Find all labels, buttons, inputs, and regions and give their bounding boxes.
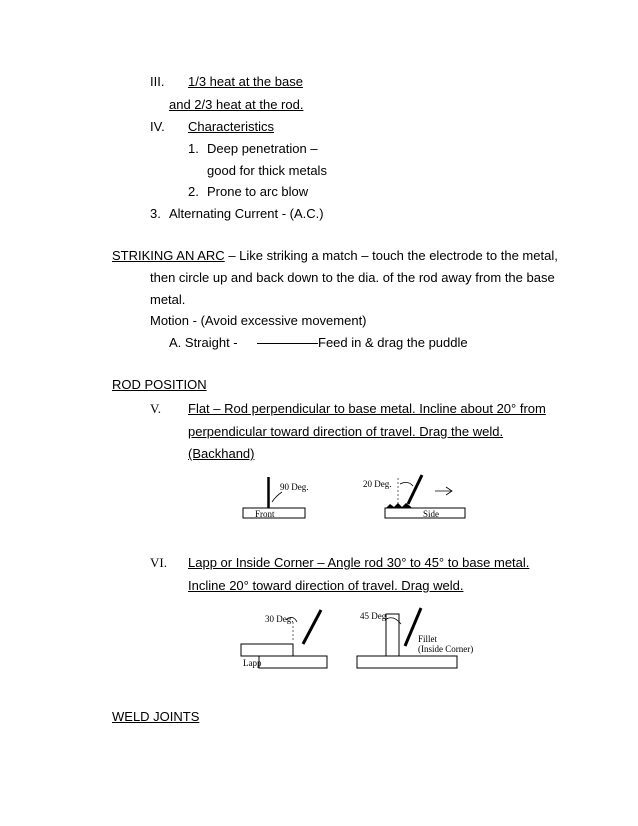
striking-heading: STRIKING AN ARC <box>112 248 225 263</box>
flat-position-diagram <box>230 470 480 522</box>
heat-line-1: 1/3 heat at the base <box>188 74 303 89</box>
heat-numeral: III. <box>150 74 165 89</box>
characteristic-2-number: 2. <box>188 184 199 199</box>
flat-numeral: V. <box>150 401 161 416</box>
lapp-fillet-diagram <box>235 600 485 674</box>
characteristics-numeral: IV. <box>150 119 165 134</box>
side-angle-label: 20 Deg. <box>363 479 392 489</box>
characteristic-1-line-1: Deep penetration – <box>207 141 318 156</box>
characteristic-1-line-2: good for thick metals <box>207 163 327 178</box>
feed-text: Feed in & drag the puddle <box>318 335 468 350</box>
flat-line-1: Flat – Rod perpendicular to base metal. Incline about 20° from <box>188 401 546 416</box>
flat-line-3: (Backhand) <box>188 446 255 461</box>
striking-line-1-rest: – Like striking a match – touch the electrode to the metal, <box>224 248 558 263</box>
fillet-sub-label: (Inside Corner) <box>418 644 474 654</box>
side-label: Side <box>423 509 440 519</box>
fillet-base-plate <box>357 656 457 668</box>
striking-line-2: then circle up and back down to the dia. of the rod away from the base <box>150 270 555 285</box>
ac-text: Alternating Current - (A.C.) <box>169 206 324 221</box>
front-label: Front <box>255 509 275 519</box>
flat-line-2: perpendicular toward direction of travel. Drag the weld. <box>188 424 504 439</box>
side-angle-arc <box>400 482 413 486</box>
front-angle-label: 90 Deg. <box>280 482 309 492</box>
striking-line-1 <box>112 248 558 264</box>
straight-line <box>257 343 318 344</box>
weld-joints-heading: WELD JOINTS <box>112 709 200 724</box>
ac-number: 3. <box>150 206 161 221</box>
lapp-line-2: Incline 20° toward direction of travel. Drag weld. <box>188 578 464 593</box>
lapp-numeral: VI. <box>150 555 167 570</box>
characteristic-2-text: Prone to arc blow <box>207 184 309 199</box>
heat-line-2: and 2/3 heat at the rod. <box>169 97 304 112</box>
lapp-rod <box>303 610 321 644</box>
lapp-top-plate <box>241 644 293 656</box>
motion-text: Motion - (Avoid excessive movement) <box>150 313 367 328</box>
rod-position-heading: ROD POSITION <box>112 377 207 392</box>
striking-line-3: metal. <box>150 292 186 307</box>
characteristic-1-number: 1. <box>188 141 199 156</box>
straight-label: A. Straight - <box>169 335 238 350</box>
lapp-line-1: Lapp or Inside Corner – Angle rod 30° to 45° to base metal. <box>188 555 530 570</box>
lapp-bottom-plate <box>259 656 327 668</box>
characteristics-title: Characteristics <box>188 119 274 134</box>
fillet-label: Fillet <box>418 634 438 644</box>
front-angle-arc <box>272 492 282 502</box>
fillet-angle-label: 45 Deg. <box>360 611 389 621</box>
side-rod <box>408 475 422 504</box>
lapp-angle-label: 30 Deg. <box>265 614 294 624</box>
lapp-label: Lapp <box>243 658 262 668</box>
